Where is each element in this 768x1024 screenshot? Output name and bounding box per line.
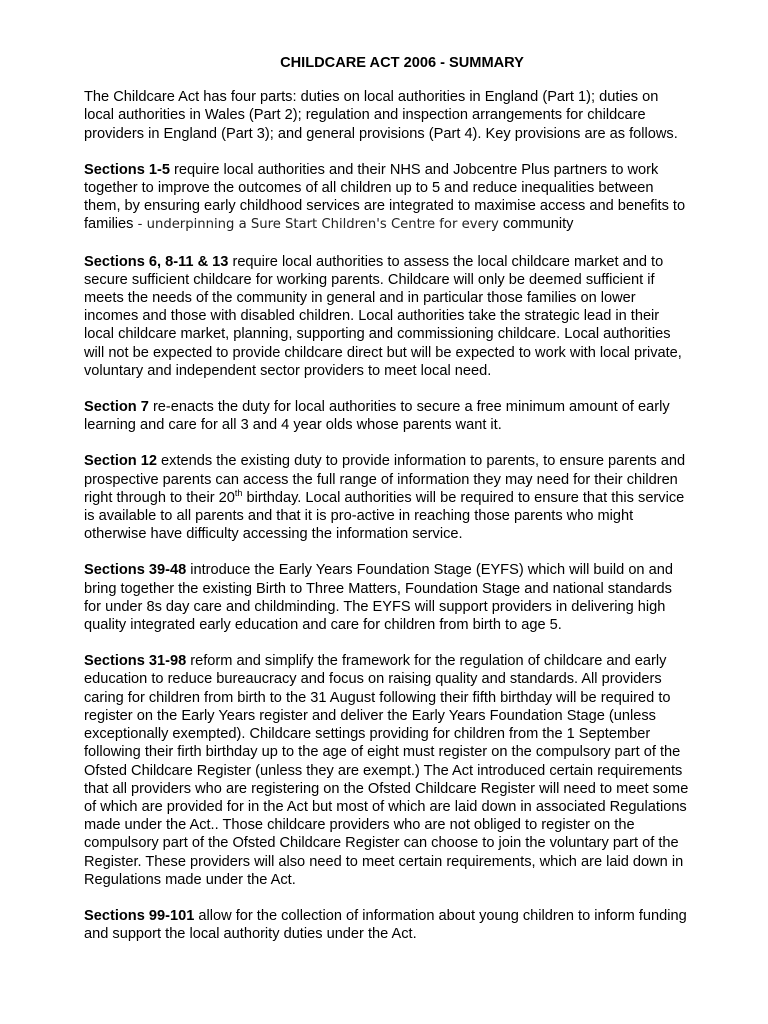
intro-paragraph: The Childcare Act has four parts: duties on local authorities in England (Part 1); duties on local authorities in Wales (Part 2); regulation and inspection arrangements for childcare providers in England (Part 3); and general provisions (Part 4). Key provisions are as follows.	[84, 89, 678, 142]
section-text-alt: - underpinning a Sure Start Children's Centre for every	[133, 217, 499, 233]
section-heading: Sections 1-5	[84, 161, 170, 178]
section-text-end: community	[498, 216, 574, 233]
section-text: allow for the collection of information about young children to inform funding and support the local authority duties under the Act.	[84, 907, 687, 943]
section-paragraph-6-13	[84, 253, 690, 380]
superscript-th: th	[234, 487, 243, 498]
section-heading: Sections 31-98	[84, 653, 187, 670]
section-text-end: birthday. Local authorities will be required to ensure that this service is available to all parents and that it is pro-active in reaching those parents who might otherwise have difficulty accessing the information service.	[84, 489, 685, 543]
document-page	[84, 54, 690, 961]
section-text: extends the existing duty to provide information to parents, to ensure parents and prospective parents can access the full range of information they may need for their children right through to their 20	[84, 453, 686, 506]
section-heading: Section 12	[84, 453, 157, 470]
section-paragraph-12	[84, 452, 690, 543]
section-text: introduce the Early Years Foundation Stage (EYFS) which will build on and bring together the existing Birth to Three Matters, Foundation Stage and national standards for under 8s day care and childminding. The EYFS will support providers in delivering high quality integrated early education and care for children from birth to age 5.	[84, 562, 673, 634]
section-heading: Section 7	[84, 399, 149, 416]
section-text: reform and simplify the framework for the regulation of childcare and early education to reduce bureaucracy and focus on raising quality and standards. All providers caring for children from birth to the 31 August following their fifth birthday will be required to register on the Early Years register and deliver the Early Years Foundation Stage (unless exceptionally exempted). Childcare settings providing for children from the 1 September following their firth birthday up to the age of eight must register on the compulsory part of the Ofsted Childcare Register (unless they are exempt.) The Act introduced certain requirements that all providers who are registering on the Ofsted Childcare Register will need to meet some of which are provided for in the Act but most of which are laid down in associated Regulations made under the Act.. Those childcare providers who are not obliged to register on the compulsory part of the Ofsted Childcare Register can choose to join the voluntary part of the Register. These providers will also need to meet certain requirements, which are laid down in Regulations made under the Act.	[84, 653, 689, 888]
section-paragraph-39-48	[84, 561, 690, 634]
section-paragraph-31-98	[84, 652, 690, 889]
section-paragraph-1-5	[84, 161, 690, 235]
section-text: require local authorities to assess the local childcare market and to secure sufficient childcare for working parents. Childcare will only be deemed sufficient if meets the needs of the community in general and in particular those families on lower incomes and those with disabled children. Local authorities take the strategic lead in their local childcare market, planning, supporting and commissioning childcare. Local authorities will not be expected to provide childcare direct but will be expected to work with local private, voluntary and independent sector providers to meet local need.	[84, 253, 682, 379]
section-heading: Sections 39-48	[84, 562, 187, 579]
section-heading: Sections 6, 8-11 & 13	[84, 253, 229, 270]
section-heading: Sections 99-101	[84, 907, 195, 924]
section-paragraph-99-101	[84, 907, 690, 943]
section-paragraph-7	[84, 398, 690, 434]
section-text: re-enacts the duty for local authorities to secure a free minimum amount of early learning and care for all 3 and 4 year olds whose parents want it.	[84, 399, 670, 434]
section-text: require local authorities and their NHS and Jobcentre Plus partners to work together to improve the outcomes of all children up to 5 and reduce inequalities between them, by ensuring early childhood services are integrated to maximise access and benefits to families	[84, 161, 686, 233]
document-title: CHILDCARE ACT 2006 - SUMMARY	[280, 55, 524, 71]
